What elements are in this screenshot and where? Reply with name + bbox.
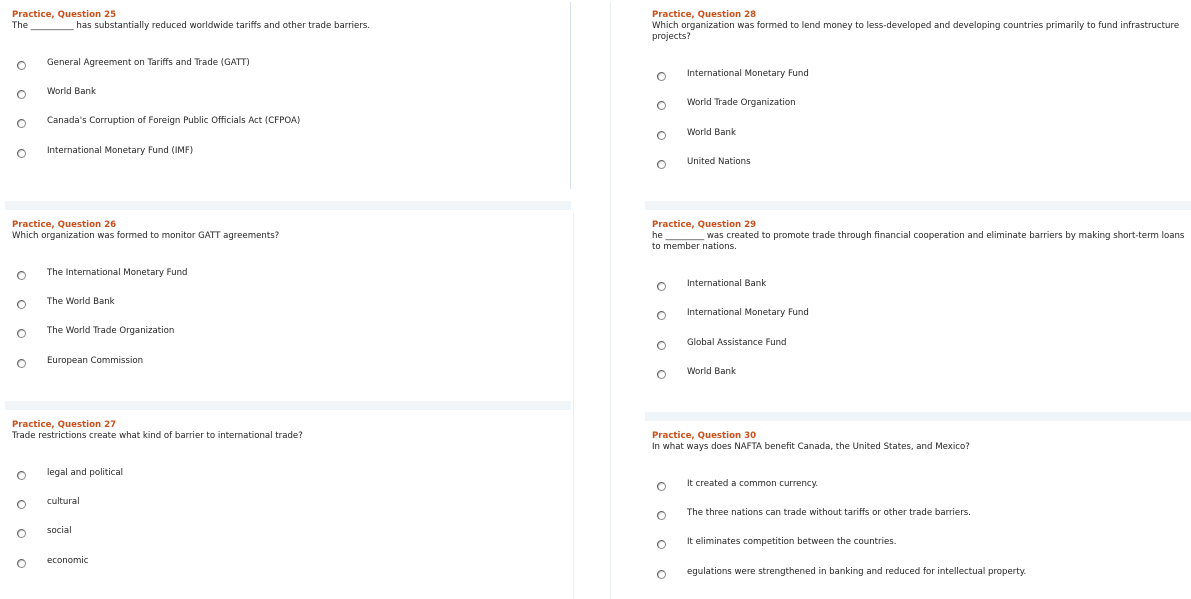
question-26 <box>5 220 571 400</box>
radio-button[interactable] <box>657 570 666 579</box>
radio-button[interactable] <box>17 559 26 568</box>
radio-button[interactable] <box>657 341 666 350</box>
answer-option[interactable] <box>645 479 1191 493</box>
question-text: he _________ was created to promote trade through financial cooperation and eliminate barriers by making short-term loans to member nations. <box>652 231 1185 252</box>
radio-button[interactable] <box>17 329 26 338</box>
radio-button[interactable] <box>657 482 666 491</box>
answer-option[interactable] <box>5 526 571 540</box>
answer-option[interactable] <box>645 279 1191 293</box>
option-label: Canada's Corruption of Foreign Public Officials Act (CFPOA) <box>47 116 301 126</box>
question-text: In what ways does NAFTA benefit Canada, the United States, and Mexico? <box>652 442 970 452</box>
question-title: Practice, Question 27 <box>12 420 117 430</box>
option-label: It created a common currency. <box>687 479 819 489</box>
option-label: social <box>47 526 72 536</box>
option-label: World Trade Organization <box>687 98 796 108</box>
section-divider <box>645 201 1191 210</box>
option-label: General Agreement on Tariffs and Trade (GATT) <box>47 58 250 68</box>
answer-option[interactable] <box>645 367 1191 381</box>
section-divider <box>645 412 1191 421</box>
radio-button[interactable] <box>17 500 26 509</box>
question-27 <box>5 420 571 598</box>
option-label: European Commission <box>47 356 144 366</box>
radio-button[interactable] <box>17 271 26 280</box>
section-divider <box>5 201 571 210</box>
question-28 <box>645 10 1191 190</box>
radio-button[interactable] <box>657 282 666 291</box>
question-29 <box>645 220 1191 410</box>
answer-option[interactable] <box>5 297 571 311</box>
answer-option[interactable] <box>5 497 571 511</box>
question-title: Practice, Question 28 <box>652 10 757 20</box>
answer-option[interactable] <box>5 468 571 482</box>
question-30 <box>645 431 1191 599</box>
answer-option[interactable] <box>5 556 571 570</box>
radio-button[interactable] <box>17 471 26 480</box>
option-label: United Nations <box>687 157 751 167</box>
radio-button[interactable] <box>17 300 26 309</box>
radio-button[interactable] <box>657 370 666 379</box>
question-text: Which organization was formed to monitor GATT agreements? <box>12 231 280 241</box>
question-title: Practice, Question 30 <box>652 431 757 441</box>
radio-button[interactable] <box>657 160 666 169</box>
option-label: International Bank <box>687 279 767 289</box>
question-text: The __________ has substantially reduced worldwide tariffs and other trade barriers. <box>12 21 371 31</box>
option-label: International Monetary Fund (IMF) <box>47 146 194 156</box>
answer-option[interactable] <box>645 98 1191 112</box>
radio-button[interactable] <box>17 529 26 538</box>
radio-button[interactable] <box>17 149 26 158</box>
radio-button[interactable] <box>17 61 26 70</box>
question-25 <box>5 10 571 190</box>
radio-button[interactable] <box>17 119 26 128</box>
question-text: Trade restrictions create what kind of barrier to international trade? <box>12 431 303 441</box>
answer-option[interactable] <box>5 268 571 282</box>
answer-option[interactable] <box>5 58 571 72</box>
option-label: cultural <box>47 497 80 507</box>
question-title: Practice, Question 25 <box>12 10 117 20</box>
option-label: The three nations can trade without tariffs or other trade barriers. <box>687 508 971 518</box>
answer-option[interactable] <box>5 116 571 130</box>
answer-option[interactable] <box>5 146 571 160</box>
option-label: The World Trade Organization <box>47 326 175 336</box>
option-label: economic <box>47 556 89 566</box>
option-label: legal and political <box>47 468 124 478</box>
answer-option[interactable] <box>645 157 1191 171</box>
column-divider <box>573 213 574 599</box>
answer-option[interactable] <box>645 69 1191 83</box>
option-label: The International Monetary Fund <box>47 268 188 278</box>
radio-button[interactable] <box>657 540 666 549</box>
radio-button[interactable] <box>657 101 666 110</box>
answer-option[interactable] <box>645 567 1191 581</box>
option-label: International Monetary Fund <box>687 69 809 79</box>
option-label: World Bank <box>47 87 96 97</box>
column-divider <box>610 2 611 599</box>
question-title: Practice, Question 26 <box>12 220 117 230</box>
radio-button[interactable] <box>657 131 666 140</box>
section-divider <box>5 401 571 410</box>
answer-option[interactable] <box>645 128 1191 142</box>
option-label: egulations were strengthened in banking and reduced for intellectual property. <box>687 567 1027 577</box>
answer-option[interactable] <box>5 356 571 370</box>
question-text: Which organization was formed to lend money to less-developed and developing countries primarily to fund infrastructure projects? <box>652 21 1180 42</box>
radio-button[interactable] <box>657 72 666 81</box>
option-label: World Bank <box>687 128 736 138</box>
answer-option[interactable] <box>645 338 1191 352</box>
radio-button[interactable] <box>17 359 26 368</box>
option-label: It eliminates competition between the countries. <box>687 537 897 547</box>
answer-option[interactable] <box>645 537 1191 551</box>
option-label: Global Assistance Fund <box>687 338 787 348</box>
question-title: Practice, Question 29 <box>652 220 757 230</box>
option-label: The World Bank <box>47 297 115 307</box>
radio-button[interactable] <box>17 90 26 99</box>
answer-option[interactable] <box>645 508 1191 522</box>
answer-option[interactable] <box>5 87 571 101</box>
option-label: International Monetary Fund <box>687 308 809 318</box>
radio-button[interactable] <box>657 511 666 520</box>
radio-button[interactable] <box>657 311 666 320</box>
option-label: World Bank <box>687 367 736 377</box>
answer-option[interactable] <box>645 308 1191 322</box>
answer-option[interactable] <box>5 326 571 340</box>
